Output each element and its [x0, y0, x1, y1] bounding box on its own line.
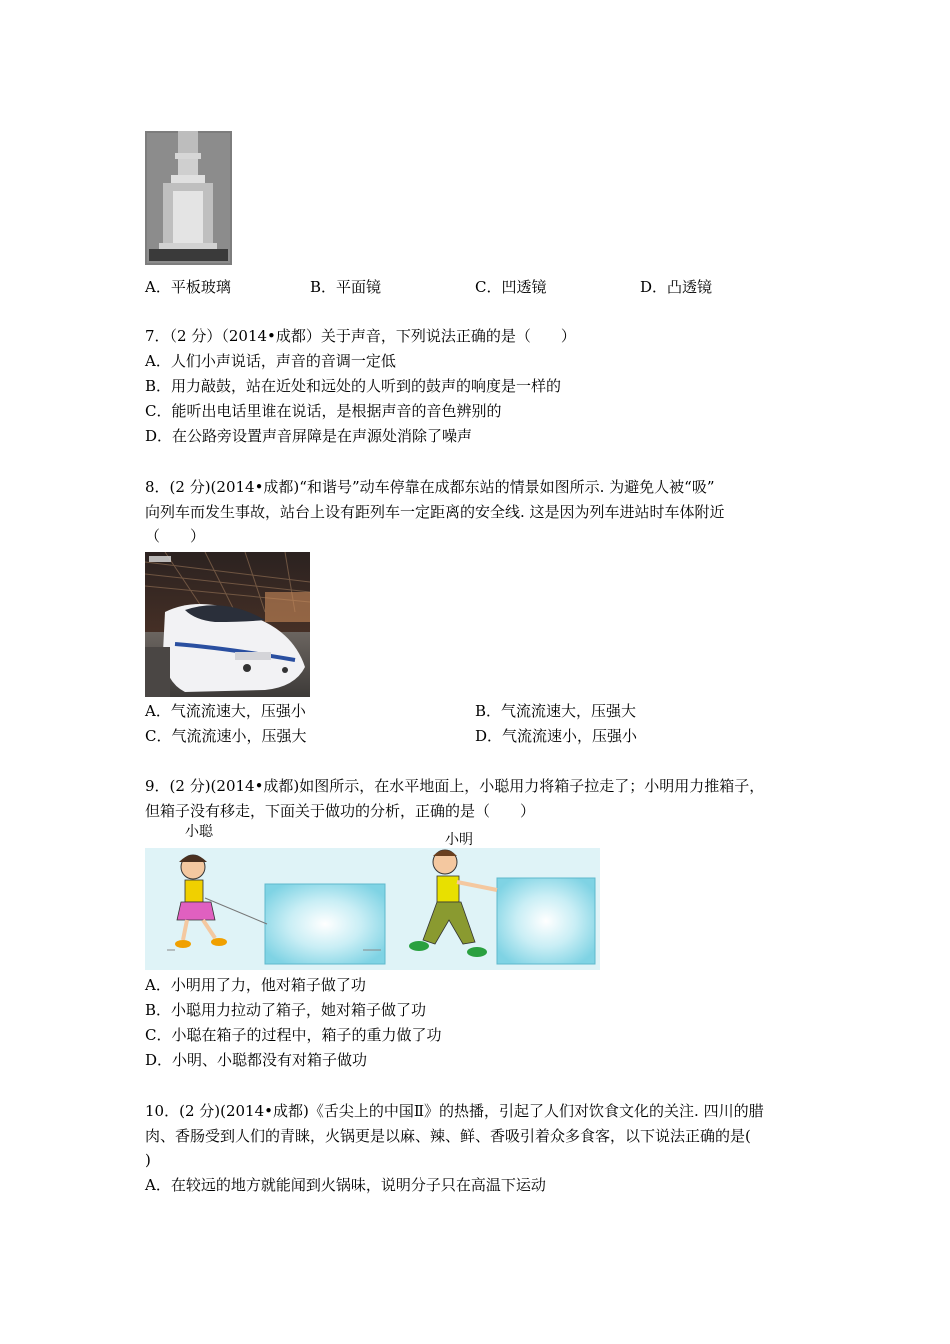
q6-option-c: C．凹透镜	[475, 278, 547, 296]
q9-label-xiaoming: 小明	[445, 832, 473, 848]
q8-option-d: D．气流流速小，压强小	[475, 727, 638, 745]
q9-option-b: B．小聪用力拉动了箱子，她对箱子做了功	[145, 1001, 427, 1019]
q6-option-d: D．凸透镜	[640, 278, 713, 296]
q9-figure	[145, 822, 600, 970]
q9-stem-line-1: 9．(2 分)(2014•成都)如图所示，在水平地面上，小聪用力将箱子拉走了；小明用力推箱子，	[145, 777, 765, 795]
q8-option-b: B．气流流速大，压强大	[475, 702, 637, 720]
q8-option-a: A．气流流速大，压强小	[145, 702, 306, 720]
q7-stem: 7．（2 分）（2014•成都）关于声音，下列说法正确的是（ ）	[145, 327, 576, 345]
q9-option-c: C．小聪在箱子的过程中，箱子的重力做了功	[145, 1026, 442, 1044]
q6-figure	[145, 131, 232, 265]
q9-option-a: A．小明用了力，他对箱子做了功	[145, 976, 366, 994]
q10-stem-line-1: 10．(2 分)(2014•成都)《舌尖上的中国Ⅱ》的热播，引起了人们对饮食文化的关注. 四川的腊	[145, 1102, 764, 1120]
q7-option-c: C．能听出电话里谁在说话，是根据声音的音色辨别的	[145, 402, 502, 420]
q10-stem-line-3: )	[145, 1151, 151, 1169]
q8-stem-line-3: （ ）	[145, 527, 206, 545]
q6-option-a: A．平板玻璃	[145, 278, 231, 296]
q9-illustration	[145, 822, 600, 970]
q8-option-c: C．气流流速小，压强大	[145, 727, 307, 745]
q7-option-a: A．人们小声说话，声音的音调一定低	[145, 352, 396, 370]
q9-option-d: D．小明、小聪都没有对箱子做功	[145, 1051, 368, 1069]
q9-stem-line-2: 但箱子没有移走，下面关于做功的分析，正确的是（ ）	[145, 802, 536, 820]
q7-option-d: D．在公路旁设置声音屏障是在声源处消除了噪声	[145, 427, 473, 445]
q8-train-photo	[145, 552, 310, 697]
q7-option-b: B．用力敲鼓，站在近处和远处的人听到的鼓声的响度是一样的	[145, 377, 562, 395]
q8-stem-line-1: 8．(2 分)(2014•成都)“和谐号”动车停靠在成都东站的情景如图所示. 为避免人被“吸”	[145, 478, 715, 496]
q9-label-xiaocong: 小聪	[185, 824, 213, 840]
q6-option-b: B．平面镜	[310, 278, 382, 296]
q8-stem-line-2: 向列车而发生事故，站台上设有距列车一定距离的安全线. 这是因为列车进站时车体附近	[145, 503, 725, 521]
q10-option-a: A．在较远的地方就能闻到火锅味，说明分子只在高温下运动	[145, 1176, 546, 1194]
q10-stem-line-2: 肉、香肠受到人们的青睐，火锅更是以麻、辣、鲜、香吸引着众多食客，以下说法正确的是(	[145, 1127, 751, 1145]
